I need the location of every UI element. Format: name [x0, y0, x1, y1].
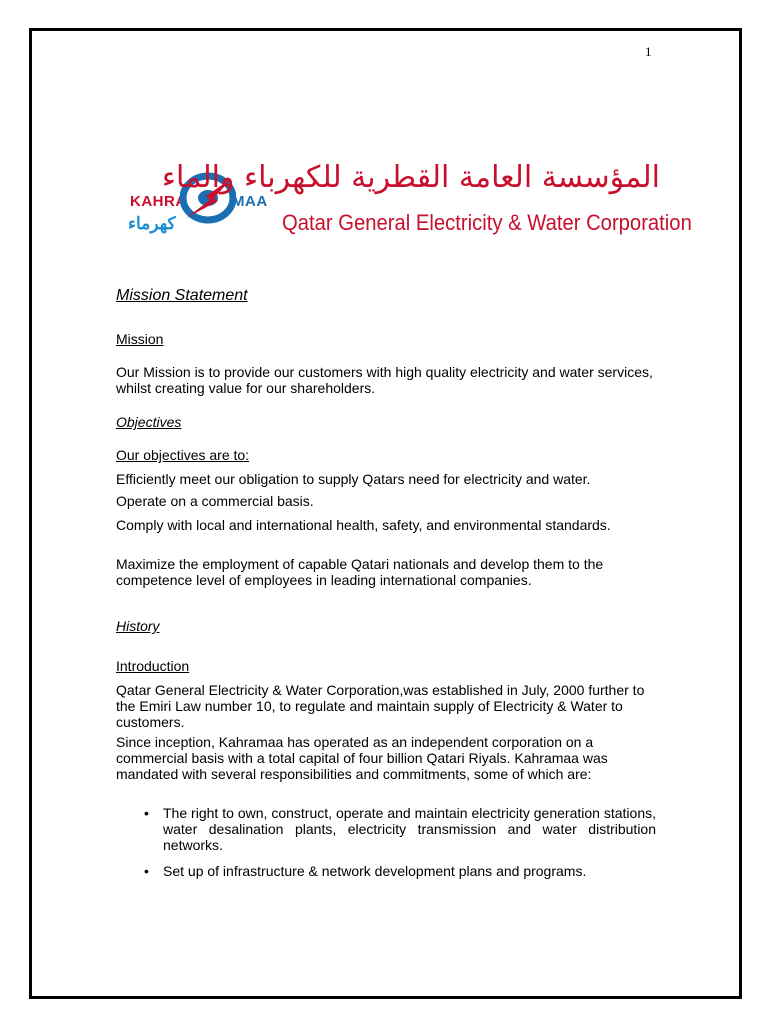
logo-english-name: Qatar General Electricity & Water Corporation [282, 210, 692, 235]
history-heading: History [116, 618, 160, 634]
mission-heading: Mission [116, 331, 164, 347]
objectives-intro: Our objectives are to: [116, 447, 250, 463]
list-item [116, 805, 656, 853]
mission-text: Our Mission is to provide our customers with high quality electricity and water services, whilst creating value for our shareholders. [116, 364, 653, 396]
kahramaa-logo [126, 160, 692, 242]
logo-brand-arabic: كهرماء [128, 214, 176, 233]
logo-brand-maa: MAA [232, 193, 268, 210]
list-item-text: The right to own, construct, operate and maintain electricity generation stations, water desalination plants, electricity transmission and water distribution networks. [163, 805, 656, 853]
objectives-heading: Objectives [116, 414, 182, 430]
responsibilities-list [116, 805, 656, 879]
bullet-icon: • [144, 863, 149, 879]
objective-item: Operate on a commercial basis. [116, 493, 314, 509]
logo-arabic-name: المؤسسة العامة القطرية للكهرباء والماء [161, 160, 660, 195]
introduction-heading: Introduction [116, 658, 190, 674]
objective-item: Comply with local and international health, safety, and environmental standards. [116, 517, 611, 533]
objective-item: Efficiently meet our obligation to supply Qatars need for electricity and water. [116, 471, 591, 487]
logo-brand-kahra: KAHRA [130, 193, 187, 210]
page-number: 1 [645, 44, 652, 59]
document-title: Mission Statement [116, 287, 248, 304]
bullet-icon: • [144, 805, 149, 821]
intro-paragraph-1: Qatar General Electricity & Water Corporation,was established in July, 2000 further to the Emiri Law number 10, to regulate and maintain supply of Electricity & Water to customers. [116, 682, 645, 730]
objective-item: Maximize the employment of capable Qatari nationals and develop them to the competence level of employees in leading international companies. [116, 556, 604, 588]
intro-paragraph-2: Since inception, Kahramaa has operated as an independent corporation on a commercial basis with a total capital of four billion Qatari Riyals. Kahramaa was mandated with several responsibilities and commitments, some of which are: [116, 734, 608, 782]
list-item [116, 863, 656, 879]
list-item-text: Set up of infrastructure & network development plans and programs. [163, 863, 587, 879]
